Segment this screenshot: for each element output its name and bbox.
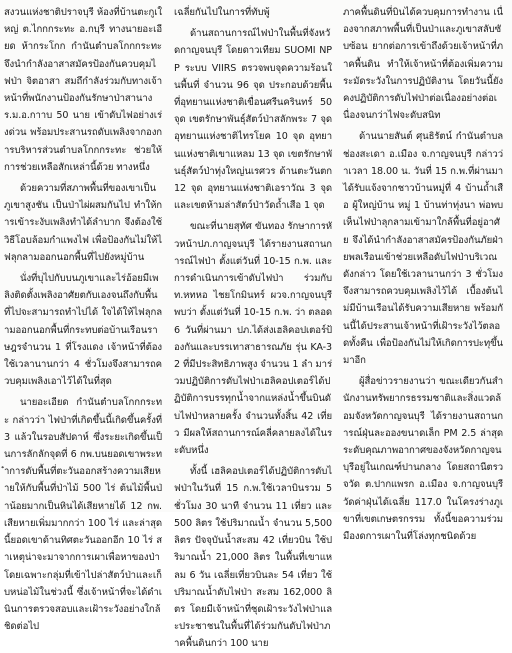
column-2-paragraph: ทั้งนี้ เฮลิคอปเตอร์ได้ปฏิบัติการดับไฟป่าในวันที่ 15 ก.พ.ใช้เวลาบินรวม 5 ชั่วโมง 30 นาที จำนวน 11 เที่ยว และ 500 ลิตร ใช้ปริมาณน้ำ จำนวน 5,500 ลิตร ปัจจุบันน้ำสะสม 42 เที่ยวบิน ใช้ปริมาณน้ำ 21,000 ลิตร ในพื้นที่เขาแหลม 6 วัน เฉลี่ยเที่ยวบินละ 54 เที่ยว ใช้ปริมาณน้ำดับไฟป่า สะสม 162,000 ลิตร โดยมีเจ้าหน้าที่ชุดเฝ้าระวังไฟป่าและประชาชนในพื้นที่ได้ร่วมกันดับไฟป่าภาคพื้นดินกว่า 100 นาย xyxy=(174,466,332,650)
column-1-paragraph: สงวนแห่งชาติปราจบุรี ห้องที่บ้านตะกูเใหญ่ ต.ไกกกระทะ อ.กบฺรี ทางนายอะเอียด ห้ากระโกก กำนันตำบลโกกกระทะ จึงนำกำลังอาสาสมัครป้องกันควบคุมไฟป่า จิตอาสา สมถึกำลังร่วมกับทางเจ้าหน้าที่พนักงานป้องกันรักษาป่าสานาง ร.ม.อ.กาาบ 50 นาย เข้าดับไฟอย่างเร่งด่วน พร้อมประสานรถดับเพลิงจากองการบริหารส่วนตำบลโกกกระทะ ช่วยให้การช่วยเหลือสักเหล่านี้ด้วย ทางหนึ่ง xyxy=(4,7,162,173)
column-1-paragraph: นายอะเอียด กำนันตำบลโกกกระทะ กล่าวว่า ไฟป่าที่เกิดขึ้นนี้เกิดขึ้นครั้งที่ 3 แล้วในรอบสัปดาห์ ซึ่งระยะเกิดขึ้นเป็นการลักลักจุดที่ 6 กพ.บนยอดเขาพระทำการดับพื้นที่ตะวันออกสร้างความเสียหายให้กับพื้นที่ป่าไม้ 500 ไร่ ต้นไม้พื้นป่าน้อยมากเป็นหินได้เสียหายได้ 12 กพ. เสียหายเพิ่มมากกว่า 100 ไร่ และล่าสุดนี้ยอดเขาด้านทิศตะวันออกอีก 10 ไร่ สาเหตุน่าจะมาจากการเผาเพื่อหาของป่า โดยเฉพาะกลุ่มที่เข้าไปล่าสัตว์ป่าและเก็บหน่อไม้ในช่วงนี้ ซึ่งเจ้าหน้าที่จะได้ดำเนินการตรวจสอบและเฝ้าระวังอย่างใกล้ชิดต่อไป xyxy=(4,397,162,633)
column-3-paragraph: ผู้สื่อข่าวรายงานว่า ขณะเดียวกันสำนักงานทรัพยากรธรรมชาติและสิ่งแวดล้อมจังหวัดกาญจนบุรี ได้รายงานสถานการณ์ฝุ่นละอองขนาดเล็ก PM 2.5 ล่าสุด ระดับคุณภาพอากาศของจังหวัดกาญจนบุรีอยู่ในเกณฑ์ปานกลาง โดยสถานีตรวจวัด ต.ปากแพรก อ.เมือง จ.กาญจนบุรี วัดค่าฝุ่นได้เฉลี่ย 117.0 ในโครงร่างภูเขาที่เขตเกษตรกรรม ทั้งนี้ขอความร่วมมืองดการเผาในที่โล่งทุกชนิดด้วย xyxy=(343,376,503,543)
column-3-paragraph: ภาคพื้นดินที่บินได้ควบคุมการทำงาน เนื่องจากสภาพพื้นที่เป็นป่าและภูเขาสลับซับซ้อน ยากต่อการเข้าถึงด้วยเจ้าหน้าที่ภาคพื้นดิน ทำให้เจ้าหน้าที่ต้องเพิ่มความระมัดระวังในการปฏิบัติงาน โดยวันนี้ยังคงปฏิบัติการดับไฟป่าต่อเนื่องอย่างต่อเนื่องจนกว่าไฟจะดับสนิท xyxy=(343,7,503,122)
column-2-paragraph: ด้านสถานการณ์ไฟป่าในพื้นที่จังหวัดกาญจนบุรี โดยดาวเทียม SUOMI NPP ระบบ VIIRS ตรวจพบจุดความร้อนในพื้นที่ จำนวน 96 จุด ประกอบด้วยพื้นที่อุทยานแห่งชาติเขื่อนศรีนครินทร์ 50 จุด เขตรักษาพันธุ์สัตว์ป่าสลักพระ 7 จุด อุทยานแห่งชาติไทรโยค 10 จุด อุทยานแห่งชาติเขาแหลม 13 จุด เขตรักษาพันธุ์สัตว์ป่าทุ่งใหญ่นเรศวร ด้านตะวันตก 12 จุด อุทยานแห่งชาติเอราวัณ 3 จุด และเขตห้ามล่าสัตว์ป่าวัดถ้ำเสือ 1 จุด xyxy=(174,28,332,212)
column-1-paragraph: นั่งที่บุไปกับบนภูเขาและไร่อ้อยมีเพลิงติดตั้งเพลิงอาศัยตกับเองจนถึงกับพื้นที่ไปจะสามารถทำไปได้ ใจได้ให้ไฟลุกลามออกนอกพื้นที่กระทบต่อบ้านเรือนราษฎรจำนวน 1 ที่โรงแดง เจ้าหน้าที่ต้องใช้เวลานานกว่า 4 ชั่วโมงจึงสามารถควบคุมเพลิงเอาไว้ได้ในที่สุด xyxy=(4,273,162,388)
column-1-paragraph: ด้วยความที่สภาพพื้นที่ของเขาเป็นภูเขาสูงชัน เป็นป่าไผ่ผสมกันไป ทำให้การเข้าระงับเพลิงทำได้ลำบาก จึงต้องใช้วิธีโอบล้อมกำแพงไฟ เพื่อป้องกันไม่ให้ไฟลุกลามออกนอกพื้นที่ไปยังหมู่บ้าน xyxy=(4,183,162,263)
text-column-2 xyxy=(174,4,332,650)
text-column-3 xyxy=(343,4,503,543)
column-3-paragraph: ด้านนายสันต์ ศุนธิรัตน์ กำนันตำบลช่องสะเดา อ.เมือง จ.กาญจนบุรี กล่าวว่าเวลา 18.00 น. วันที่ 15 ก.พ.ที่ผ่านมา ได้รับแจ้งจากชาวบ้านหมู่ที่ 4 บ้านถ้ำเสือ ผู้ใหญ่บ้าน หมู่ 1 บ้านท่าทุ่งนา พ่อพบเห็นไฟป่าลุกลามเข้ามาใกล้พื้นที่อยู่อาศัย จึงได้นำกำลังอาสาสมัครป้องกันภัยฝ่ายพลเรือนเข้าช่วยเหลือดับไฟป่าบริเวณดังกล่าว โดยใช้เวลานานกว่า 3 ชั่วโมง จึงสามารถควบคุมเพลิงไว้ได้ เบื้องต้นไม่มีบ้านเรือนได้รับความเสียหาย พร้อมกันนี้ได้ประสานเจ้าหน้าที่เฝ้าระวังไว้ตลอดทั้งคืน เพื่อป้องกันไม่ให้เกิดการปะทุขึ้นมาอีก xyxy=(343,131,503,367)
text-column-1 xyxy=(4,4,162,633)
column-2-paragraph: ขณะที่นายสุทัศ ขันทอง รักษาการหัวหน้าปภ.กาญจนบุรี ได้รายงานสถานการณ์ไฟป่า ตั้งแต่วันที่ 10-15 ก.พ. และการดำเนินการเข้าดับไฟป่า ร่วมกับ ท.หทหอ ไชยโกมินทร์ ผวจ.กาญจนบุรี พบว่า ตั้งแต่วันที่ 10-15 ก.พ. ว่า ตลอด 6 วันที่ผ่านมา ปภ.ได้ส่งเฮลิคอปเตอร์ป้องกันและบรรเทาสาธารณภัย รุ่น KA-32 ที่มีประสิทธิภาพสูง จำนวน 1 ลำ มาร่วมปฏิบัติการดับไฟป่าเฮลิคอปเตอร์ได้ปฏิบัติการบรรทุกน้ำจากแหล่งน้ำขึ้นบินดับไฟป่าหลายครั้ง จำนวนทั้งสิ้น 42 เที่ยว มีผลให้สถานการณ์คลี่คลายลงได้ในระดับหนึ่ง xyxy=(174,221,332,457)
column-2-paragraph: เฉลี่ยกันไปในการที่ทับพู้ xyxy=(174,7,270,18)
